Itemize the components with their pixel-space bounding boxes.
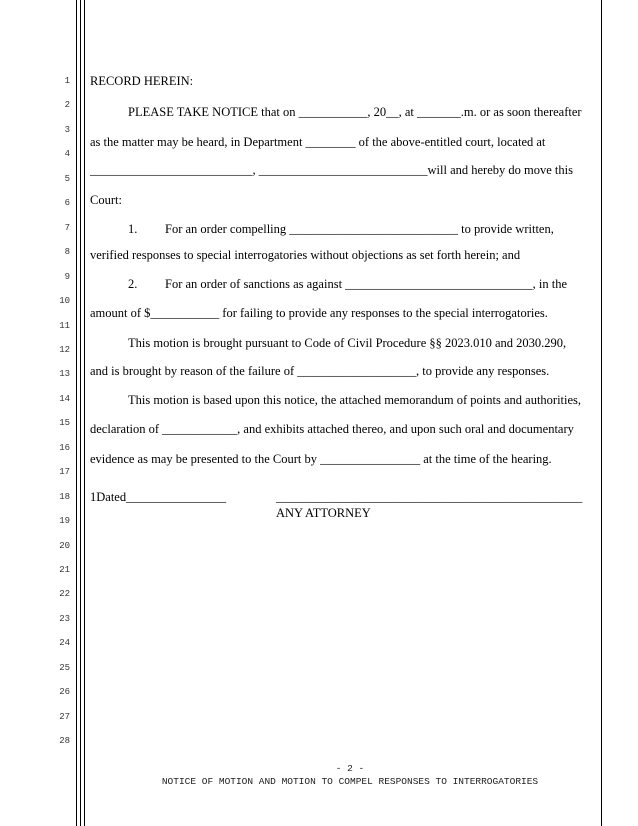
line-number: 23: [59, 613, 70, 624]
line-number: 20: [59, 540, 70, 551]
department-line: as the matter may be heard, in Department ________ of the above-entitled court, located at: [90, 135, 546, 149]
item-1-number: 1.: [128, 222, 138, 236]
line-number: 5: [64, 173, 70, 184]
line-number: 19: [59, 516, 70, 527]
line-number: 21: [59, 565, 70, 575]
line-number: 22: [59, 589, 70, 600]
left-margin-rule-inner: [80, 0, 81, 826]
line-number: 13: [59, 369, 70, 380]
line-number: 11: [59, 320, 70, 331]
item-2-text: For an order of sanctions as against ______________________________, in the: [165, 277, 568, 291]
failure-line: and is brought by reason of the failure of ___________________, to provide any responses.: [90, 364, 550, 378]
amount-line: amount of $___________ for failing to provide any responses to the special interrogatories.: [90, 306, 548, 320]
court-line: Court:: [90, 193, 122, 207]
line-number: 27: [59, 711, 70, 722]
page-number: - 2 -: [335, 763, 365, 774]
code-citation-line: This motion is brought pursuant to Code of Civil Procedure §§ 2023.010 and 2030.290,: [128, 336, 567, 350]
location-line: __________________________, ___________________________will and hereby do move this: [90, 163, 573, 177]
notice-line: PLEASE TAKE NOTICE that on ___________, 20__, at _______.m. or as soon thereafter: [128, 105, 582, 119]
line-number: 6: [64, 198, 70, 209]
line-number: 2: [64, 100, 70, 111]
line-number: 25: [59, 662, 70, 673]
line-number: 10: [59, 296, 70, 307]
line-number: 28: [59, 736, 70, 747]
right-margin-rule: [601, 0, 602, 826]
line-number: 14: [59, 393, 70, 404]
line-number: 16: [59, 442, 70, 453]
line-number: 3: [64, 124, 70, 135]
evidence-line: evidence as may be presented to the Court by ________________ at the time of the hearing.: [90, 452, 552, 466]
line-number: 18: [59, 491, 70, 502]
line-number: 24: [59, 638, 70, 649]
line-number: 17: [59, 467, 70, 478]
attorney-name: ANY ATTORNEY: [276, 506, 371, 520]
based-upon-line: This motion is based upon this notice, the attached memorandum of points and authorities,: [128, 393, 582, 407]
dated-label: Dated________________: [96, 490, 227, 504]
left-margin-rule-outer: [76, 0, 77, 826]
line-number: 9: [64, 271, 70, 282]
left-margin-rule-third: [84, 0, 85, 826]
declaration-line: declaration of ____________, and exhibits attached thereo, and upon such oral and documentary: [90, 422, 574, 436]
signature-line: _________________________________________________: [276, 490, 583, 504]
record-herein-line: RECORD HEREIN:: [90, 74, 194, 88]
verified-responses-line: verified responses to special interrogatories without objections as set forth herein; and: [90, 248, 521, 262]
dated-line: [90, 490, 226, 504]
line-number: 26: [59, 687, 70, 698]
line-number: 8: [64, 247, 70, 258]
footer-title: NOTICE OF MOTION AND MOTION TO COMPEL RESPONSES TO INTERROGATORIES: [161, 776, 539, 787]
line-number: 4: [64, 149, 70, 160]
item-1-text: For an order compelling ___________________________ to provide written,: [165, 222, 554, 236]
line-number: 12: [59, 344, 70, 355]
dated-prefix: 1: [90, 490, 97, 504]
line-number: 1: [64, 76, 70, 86]
line-number: 7: [64, 222, 70, 233]
line-number: 15: [59, 418, 70, 429]
item-2-number: 2.: [128, 277, 138, 291]
